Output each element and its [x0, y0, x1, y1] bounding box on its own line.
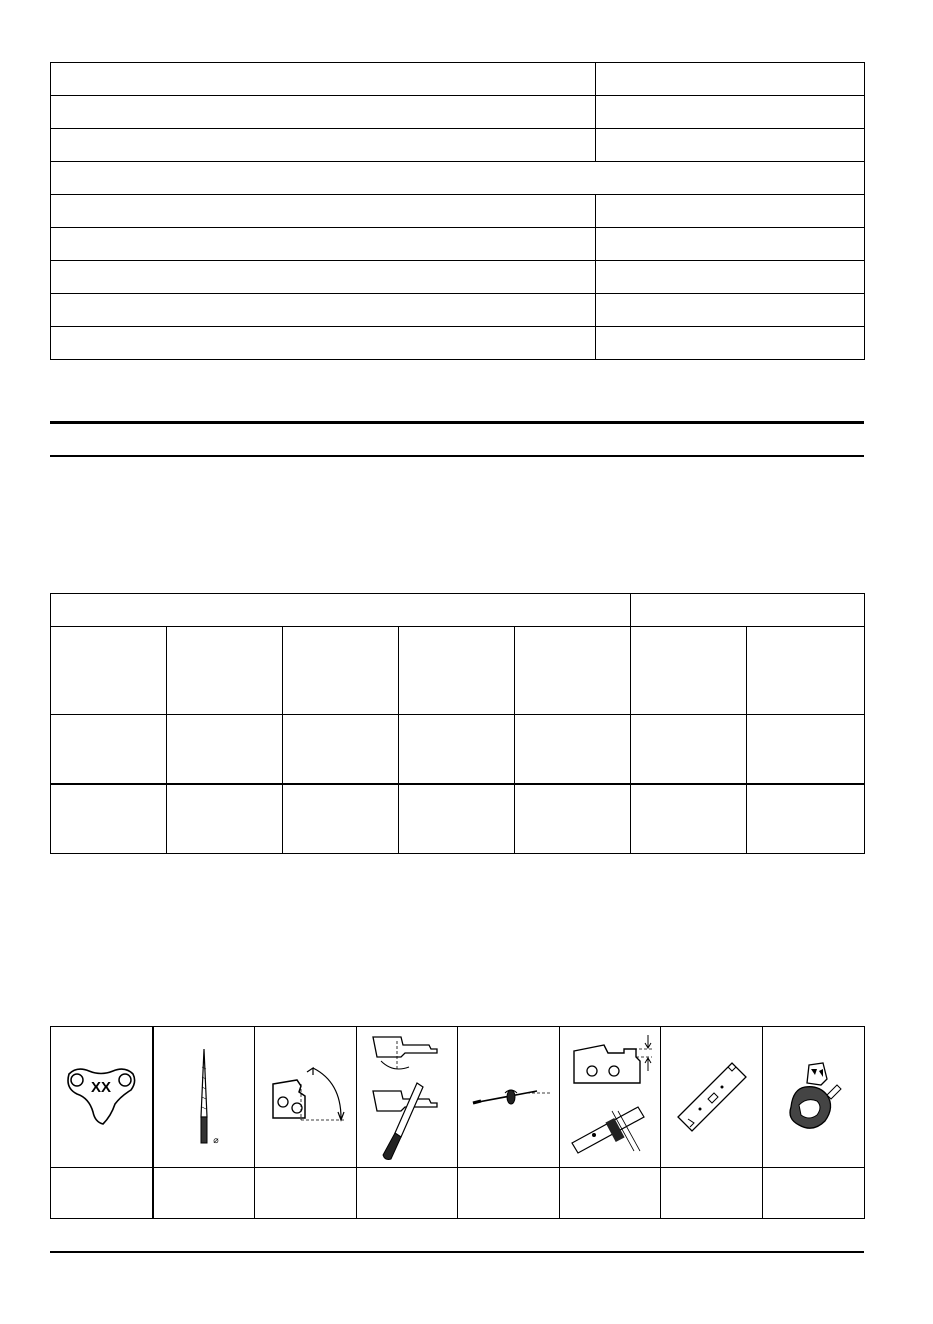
tool-label-cell	[357, 1168, 458, 1219]
chain-column-header	[515, 627, 631, 715]
spec-value-cell	[596, 63, 865, 96]
spec-value-cell	[596, 327, 865, 360]
sharpening-tools-table	[50, 1026, 865, 1219]
tool-label-cell	[153, 1168, 255, 1219]
tool-cell	[661, 1027, 763, 1168]
tool-label-cell	[763, 1168, 865, 1219]
file-holder-angle-icon	[367, 1031, 447, 1163]
chain-combination-table	[50, 593, 865, 854]
spec-value-cell	[596, 195, 865, 228]
gauge-marking: XX	[91, 1079, 112, 1096]
spec-section-cell	[51, 162, 865, 195]
tool-cell	[51, 1027, 153, 1168]
chain-column-header	[167, 627, 283, 715]
chain-column-header-row	[51, 627, 865, 715]
chain-data-row	[51, 784, 865, 854]
spec-label-cell	[51, 228, 596, 261]
chain-link-tool-icon	[779, 1055, 849, 1139]
chain-column-header	[747, 627, 865, 715]
chain-data-cell	[283, 715, 399, 785]
spec-section-row	[51, 162, 865, 195]
chain-data-cell	[283, 784, 399, 854]
chain-data-cell	[515, 715, 631, 785]
chain-group-header-row	[51, 594, 865, 627]
spec-value-cell	[596, 294, 865, 327]
tool-cell	[458, 1027, 560, 1168]
spec-row	[51, 228, 865, 261]
chain-data-cell	[399, 715, 515, 785]
chain-data-cell	[167, 715, 283, 785]
spec-label-cell	[51, 294, 596, 327]
tool-label-cell	[255, 1168, 357, 1219]
depth-gauge-tool-icon	[670, 1055, 754, 1139]
spec-row	[51, 327, 865, 360]
tool-label-cell	[661, 1168, 763, 1219]
chain-data-cell	[399, 784, 515, 854]
chain-group-header-left	[51, 594, 631, 627]
tool-cell	[560, 1027, 661, 1168]
spec-label-cell	[51, 96, 596, 129]
tool-icon-row	[51, 1027, 865, 1168]
tool-cell	[255, 1027, 357, 1168]
chain-column-header	[399, 627, 515, 715]
chain-column-header	[283, 627, 399, 715]
filing-angle-icon	[261, 1062, 351, 1132]
spec-row	[51, 129, 865, 162]
tool-label-cell	[560, 1168, 661, 1219]
tool-label-cell	[458, 1168, 560, 1219]
chain-data-cell	[631, 784, 747, 854]
tool-cell	[357, 1027, 458, 1168]
spec-label-cell	[51, 129, 596, 162]
chain-data-cell	[51, 784, 167, 854]
round-file-icon	[184, 1047, 224, 1147]
chain-group-header-right	[631, 594, 865, 627]
tool-label-row	[51, 1168, 865, 1219]
spec-value-cell	[596, 261, 865, 294]
spec-label-cell	[51, 261, 596, 294]
chain-data-cell	[747, 715, 865, 785]
spec-label-cell	[51, 327, 596, 360]
spec-label-cell	[51, 63, 596, 96]
tool-label-cell	[51, 1168, 153, 1219]
chain-column-header	[51, 627, 167, 715]
tool-cell	[153, 1027, 255, 1168]
diameter-symbol: ⌀	[213, 1136, 219, 1146]
chain-data-cell	[515, 784, 631, 854]
depth-gauge-setting-icon	[564, 1031, 656, 1163]
chain-data-row	[51, 715, 865, 785]
spec-row	[51, 63, 865, 96]
spec-row	[51, 96, 865, 129]
specification-table	[50, 62, 865, 360]
section-rule-bottom	[50, 455, 864, 457]
tool-cell	[763, 1027, 865, 1168]
spec-value-cell	[596, 129, 865, 162]
chain-column-header	[631, 627, 747, 715]
chain-data-cell	[167, 784, 283, 854]
spec-row	[51, 294, 865, 327]
chain-gauge-xx-icon	[59, 1062, 143, 1132]
file-handle-icon	[467, 1067, 551, 1127]
chain-data-cell	[631, 715, 747, 785]
section-rule-top	[50, 421, 864, 424]
spec-label-cell	[51, 195, 596, 228]
chain-data-cell	[51, 715, 167, 785]
spec-value-cell	[596, 96, 865, 129]
footer-rule	[50, 1251, 864, 1253]
spec-row	[51, 261, 865, 294]
chain-data-cell	[747, 784, 865, 854]
spec-row	[51, 195, 865, 228]
spec-value-cell	[596, 228, 865, 261]
